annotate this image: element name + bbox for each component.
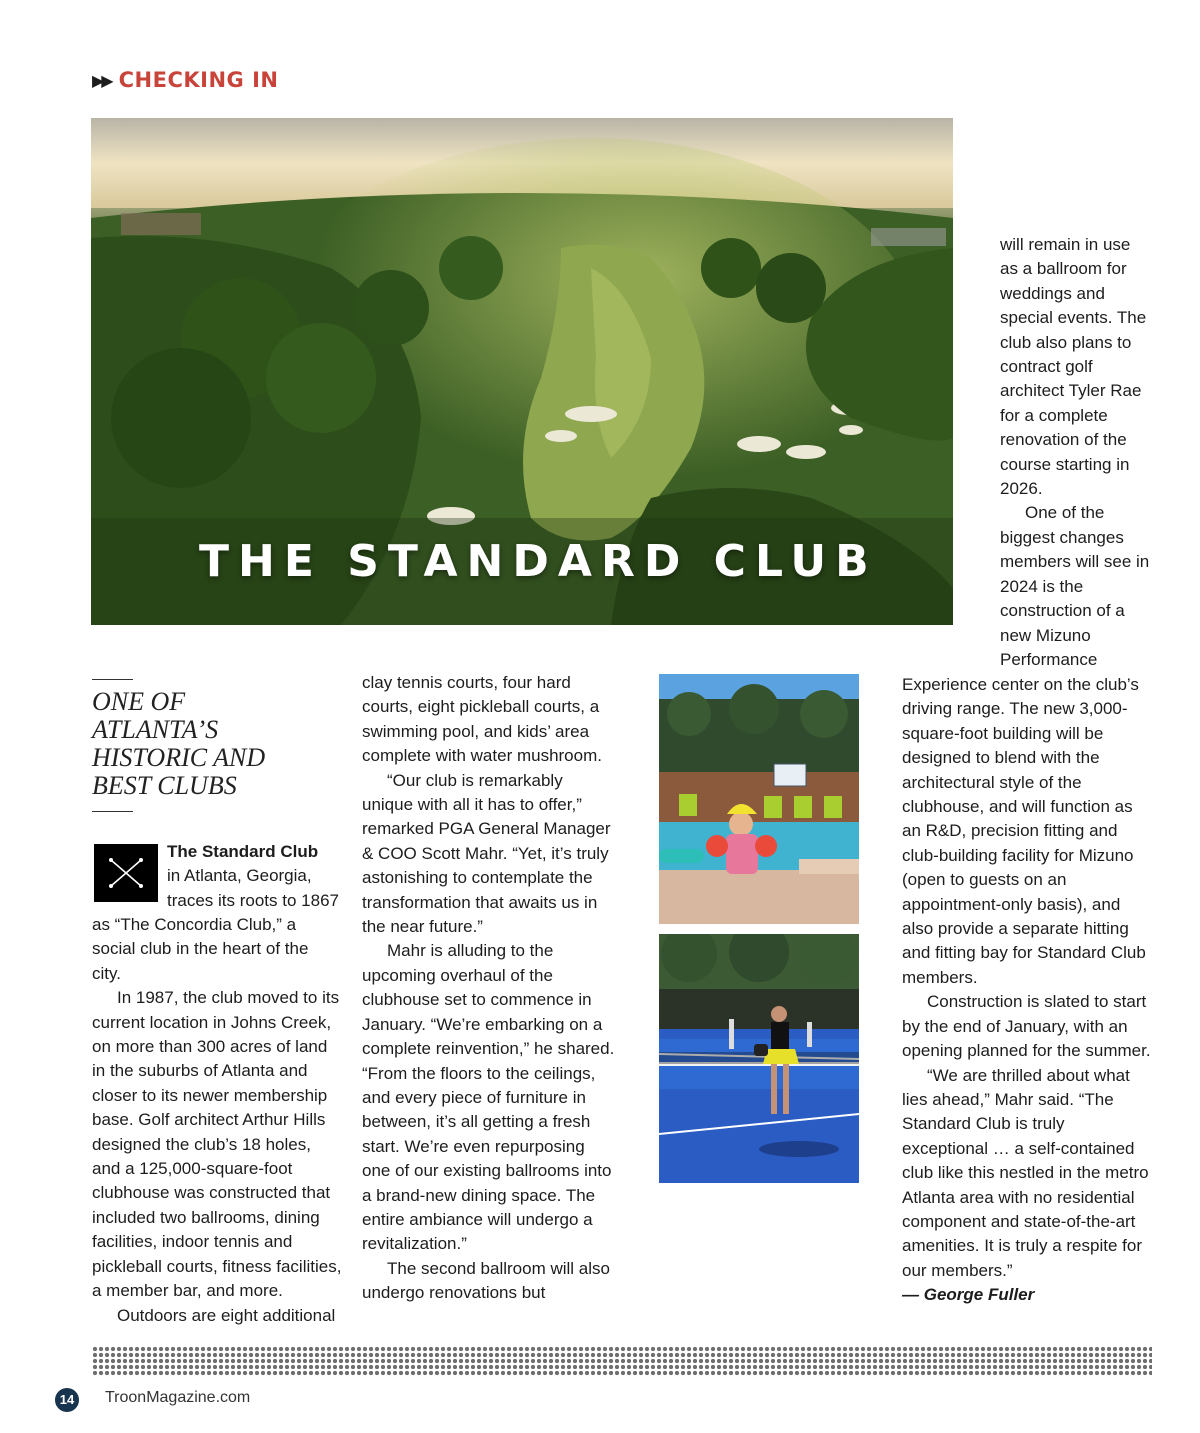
article-column-2 <box>362 671 616 1306</box>
deck-line: ONE OF <box>92 687 186 716</box>
author-signature: — George Fuller <box>902 1285 1035 1305</box>
section-label: CHECKING IN <box>118 68 279 92</box>
paragraph: One of the biggest changes members will see in 2024 is the construction of a new Mizuno Performance <box>1000 503 1150 669</box>
pool-photo <box>659 674 859 924</box>
dotted-divider <box>92 1346 1152 1376</box>
double-arrow-icon: ▶▶ <box>92 70 111 90</box>
paragraph: Experience center on the club’s driving range. The new 3,000-square-foot building will be designed to blend with the architectural style of the clubhouse, and will function as an R&D, precision fitting and club-building facility for Mizuno (open to guests on an appointment-only basis), and also provide a separate hitting and fitting bay for Standard Club members. <box>902 675 1146 987</box>
page-number-badge: 14 <box>55 1388 79 1412</box>
close-x-icon <box>94 844 158 902</box>
paragraph: The second ballroom will also undergo renovations but <box>362 1258 610 1303</box>
paragraph: In 1987, the club moved to its current location in Johns Creek, on more than 300 acres of land in the suburbs of Atlanta and closer to its newer membership base. Golf architect Arthur Hills designed the club’s 18 holes, and a 125,000-square-foot clubhouse was constructed that included two ballrooms, dining facilities, indoor tennis and pickleball courts, fitness facilities, a member bar, and more. <box>92 988 342 1301</box>
deck-heading <box>92 688 322 800</box>
deck-line: BEST CLUBS <box>92 771 237 800</box>
pickleball-photo <box>659 934 859 1183</box>
lead-name: The Standard Club <box>167 842 319 861</box>
hero-title: THE STANDARD CLUB <box>199 536 878 587</box>
paragraph: “We are thrilled about what lies ahead,” Mahr said. “The Standard Club is truly exceptional … a self-contained club like this nestled in the metro Atlanta area with no residential component and state-of-the-art amenities. It is truly a respite for our members.” <box>902 1065 1149 1280</box>
col1-lead-wrap <box>167 840 347 913</box>
paragraph: “Our club is remarkably unique with all it has to offer,” remarked PGA General Manager & COO Scott Mahr. “Yet, it’s truly astonishing to contemplate the transformation that awaits us in the near future.” <box>362 770 611 937</box>
col1-lead-line: traces its roots to 1867 <box>167 890 339 910</box>
article-column-3-top <box>1000 233 1150 672</box>
paragraph: Mahr is alluding to the upcoming overhaul of the clubhouse set to commence in January. “We’re embarking on a complete reinvention,” he shared. “From the floors to the ceilings, and every piece of furniture in between, it’s all getting a fresh start. We’re even repurposing one of our existing ballrooms into a brand-new dining space. The entire ambiance will undergo a revitalization.” <box>362 941 615 1254</box>
paragraph: Outdoors are eight additional <box>117 1305 336 1325</box>
paragraph: Construction is slated to start by the end of January, with an opening planned for the summer. <box>902 992 1151 1061</box>
deck-top-rule <box>92 679 133 680</box>
section-tag <box>92 68 278 92</box>
paragraph: clay tennis courts, four hard courts, eight pickleball courts, a swimming pool, and kids’ area complete with water mushroom. <box>362 673 602 766</box>
article-column-3-bottom <box>902 673 1154 1308</box>
deck-bottom-rule <box>92 811 133 812</box>
footer-site-link[interactable]: TroonMagazine.com <box>105 1389 251 1406</box>
paragraph: as “The Concordia Club,” a social club in the heart of the city. <box>92 915 309 983</box>
hero-image <box>91 118 953 625</box>
deck-line: HISTORIC AND <box>92 743 266 772</box>
col1-lead-line: in Atlanta, Georgia, <box>167 866 312 886</box>
article-column-1 <box>92 913 342 1328</box>
deck-line: ATLANTA’S <box>92 715 219 744</box>
paragraph: will remain in use as a ballroom for weddings and special events. The club also plans to contract golf architect Tyler Rae for a complete renovation of the course starting in 2026. <box>1000 235 1147 499</box>
